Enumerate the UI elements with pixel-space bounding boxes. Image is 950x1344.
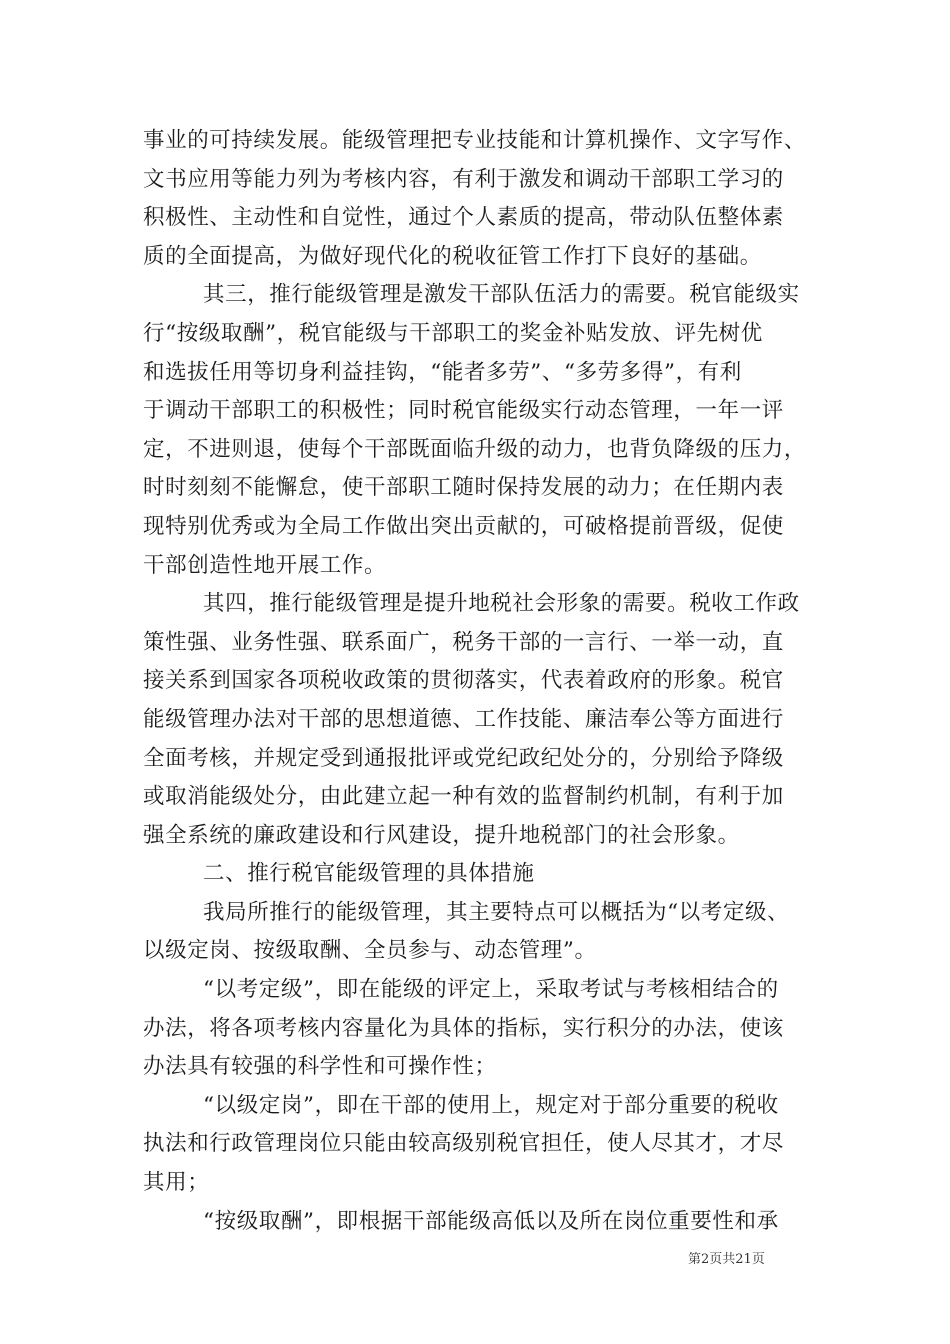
text-line: 其用； xyxy=(143,1170,210,1196)
text-line: 于调动干部职工的积极性；同时税官能级实行动态管理，一年一评 xyxy=(143,398,784,424)
text-line: 能级管理办法对干部的思想道德、工作技能、廉洁奉公等方面进行 xyxy=(143,706,784,732)
text-line: 执法和行政管理岗位只能由较高级别税官担任，使人尽其才，才尽 xyxy=(143,1131,784,1157)
text-line: 积极性、主动性和自觉性，通过个人素质的提高，带动队伍整体素 xyxy=(143,205,784,231)
text-line: 文书应用等能力列为考核内容，有利于激发和调动干部职工学习的 xyxy=(143,166,784,192)
text-line: 或取消能级处分，由此建立起一种有效的监督制约机制，有利于加 xyxy=(143,784,784,810)
text-line: 强全系统的廉政建设和行风建设，提升地税部门的社会形象。 xyxy=(143,822,740,848)
text-line: 办法，将各项考核内容量化为具体的指标，实行积分的办法，使该 xyxy=(143,1015,784,1041)
text-line: “以考定级”，即在能级的评定上，采取考试与考核相结合的 xyxy=(203,977,779,1003)
text-line: 其四，推行能级管理是提升地税社会形象的需要。税收工作政 xyxy=(203,591,800,617)
text-line: 其三，推行能级管理是激发干部队伍活力的需要。税官能级实 xyxy=(203,282,800,308)
text-line: 办法具有较强的科学性和可操作性； xyxy=(143,1054,497,1080)
text-line: 质的全面提高，为做好现代化的税收征管工作打下良好的基础。 xyxy=(143,243,762,269)
section-heading: 二、推行税官能级管理的具体措施 xyxy=(203,861,535,887)
text-line: 策性强、业务性强、联系面广，税务干部的一言行、一举一动，直 xyxy=(143,629,784,655)
text-line: 行“按级取酬”，税官能级与干部职工的奖金补贴发放、评先树优 xyxy=(143,320,763,346)
text-line: 全面考核，并规定受到通报批评或党纪政纪处分的，分别给予降级 xyxy=(143,745,784,771)
text-line: 现特别优秀或为全局工作做出突出贡献的，可破格提前晋级，促使 xyxy=(143,513,784,539)
text-line: “以级定岗”，即在干部的使用上，规定对于部分重要的税收 xyxy=(203,1092,779,1118)
text-line: 时时刻刻不能懈怠，使干部职工随时保持发展的动力；在任期内表 xyxy=(143,475,784,501)
text-line: 我局所推行的能级管理，其主要特点可以概括为“以考定级、 xyxy=(203,899,790,925)
text-line: 干部创造性地开展工作。 xyxy=(143,552,387,578)
body-text xyxy=(143,122,811,1241)
page-number: 第2页共21页 xyxy=(688,1252,765,1267)
text-line: 事业的可持续发展。能级管理把专业技能和计算机操作、文字写作、 xyxy=(143,128,807,153)
text-line: “按级取酬”，即根据干部能级高低以及所在岗位重要性和承 xyxy=(203,1208,779,1234)
text-line: 和选拔任用等切身利益挂钩，“能者多劳”、“多劳多得”，有利 xyxy=(143,359,742,385)
text-line: 接关系到国家各项税收政策的贯彻落实，代表着政府的形象。税官 xyxy=(143,668,784,694)
text-line: 以级定岗、按级取酬、全员参与、动态管理”。 xyxy=(143,938,597,964)
text-line: 定，不进则退，使每个干部既面临升级的动力，也背负降级的压力， xyxy=(143,436,807,462)
